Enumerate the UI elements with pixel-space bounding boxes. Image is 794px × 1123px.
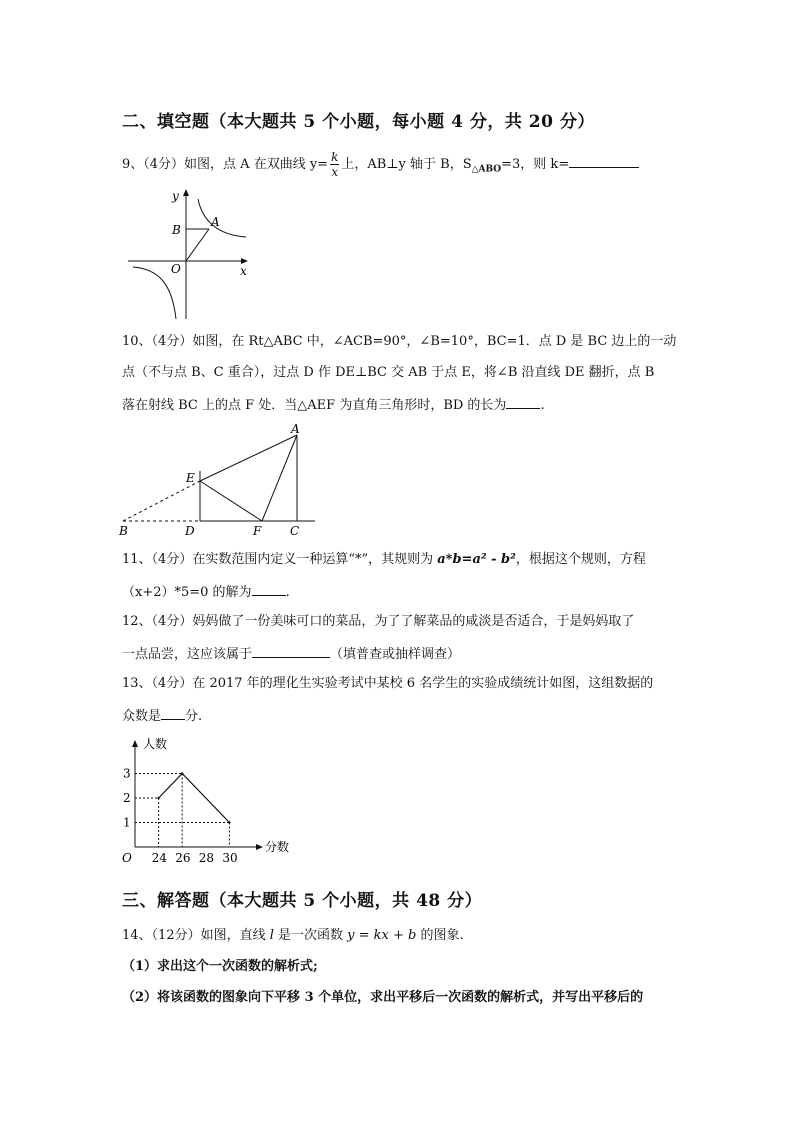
q9-prefix: 9、（4分）如图，点 A 在双曲线 y=: [122, 157, 329, 172]
question-9: [122, 150, 639, 179]
q14-line-1-a: 14、（12分）如图，直线: [122, 928, 270, 943]
q10-label-a: A: [291, 422, 300, 436]
q10-label-f: F: [253, 524, 262, 538]
chart-y-tick-label: 3: [123, 766, 131, 781]
q9-figure: [128, 185, 258, 325]
q10-figure: [117, 422, 327, 540]
chart-x-arrow: [256, 844, 263, 850]
chart-data-point: [181, 772, 183, 774]
q10-line-1: 10、（4分）如图，在 Rt△ABC 中，∠ACB=90°，∠B=10°，BC=1．点 D 是 BC 边上的一动: [122, 334, 677, 349]
section-title-answer: 三、解答题（本大题共 5 个小题，共 48 分）: [122, 891, 483, 911]
chart-y-arrow: [132, 740, 138, 747]
section-title-fill-in: 二、填空题（本大题共 5 个小题，每小题 4 分，共 20 分）: [122, 112, 595, 132]
q13-answer-blank[interactable]: [161, 707, 185, 720]
q9-label-x: x: [240, 264, 247, 278]
q11-answer-blank[interactable]: [252, 583, 286, 596]
q12-line-2-end: （填普查或抽样调查）: [330, 647, 461, 662]
q9-fraction: [330, 150, 339, 179]
q14-line-1-c: 的图象.: [416, 928, 464, 943]
q14-formula: y = kx + b: [347, 928, 417, 943]
chart-series-line: [159, 774, 230, 823]
q14-line-1: [122, 928, 464, 944]
q10-label-c: C: [290, 524, 300, 538]
q14-part-2: （2）将该函数的图象向下平移 3 个单位，求出平移后一次函数的解析式，并写出平移后的: [122, 990, 644, 1005]
q12-line-1: 12、（4分）妈妈做了一份美味可口的菜品，为了了解菜品的咸淡是否适合，于是妈妈取了: [122, 614, 635, 629]
q9-segment-oa: [186, 229, 209, 261]
q13-line-2: [122, 707, 202, 725]
q13-line-2-end: 分.: [185, 709, 203, 724]
chart-x-tick-label: 30: [222, 851, 238, 865]
q9-label-y: y: [172, 189, 179, 203]
chart-x-label: 分数: [265, 840, 290, 854]
q11-line-1: [122, 552, 646, 568]
q9-hyperbola-branch-1: [198, 199, 246, 237]
q10-answer-blank[interactable]: [506, 396, 540, 409]
q13-line-2-text: 众数是: [122, 709, 162, 724]
q9-label-a: A: [211, 215, 220, 229]
q10-line-3-end: .: [540, 398, 545, 413]
q11-line-2-text: （x+2）*5=0 的解为: [122, 585, 252, 600]
q10-label-e: E: [186, 471, 195, 485]
q11-line-1-a: 11、（4分）在实数范围内定义一种运算“*”，其规则为: [122, 552, 438, 567]
q9-hyperbola-branch-2: [133, 267, 176, 319]
q9-answer-blank[interactable]: [569, 155, 639, 168]
chart-x-tick-label: 28: [198, 851, 215, 865]
chart-y-tick-label: 2: [123, 791, 131, 805]
q14-part-1: （1）求出这个一次函数的解析式;: [122, 959, 318, 974]
q10-dashed-be: [123, 481, 200, 521]
chart-layer: [122, 736, 289, 865]
chart-x-tick-label: 24: [151, 851, 167, 865]
q9-label-o: O: [171, 262, 181, 276]
q10-segment-af: [262, 435, 297, 521]
q10-line-2: 点（不与点 B、C 重合），过点 D 作 DE⊥BC 交 AB 于点 E，将∠B 沿直线 DE 翻折，点 B: [122, 365, 655, 380]
q11-line-2: [122, 583, 290, 601]
q11-rule: a*b=a² - b²: [437, 552, 516, 567]
q9-y-arrow: [183, 189, 189, 196]
chart-y-label: 人数: [143, 737, 168, 751]
q14-line-1-b: 是一次函数: [273, 928, 348, 943]
q9-frac-num: k: [331, 150, 339, 164]
q9-subscript: △ABO: [471, 164, 502, 175]
q10-line-3: [122, 396, 545, 414]
q12-line-2: [122, 645, 460, 663]
chart-x-tick-label: 26: [175, 851, 191, 865]
q10-segment-ef: [200, 481, 262, 521]
chart-y-tick-label: 1: [123, 815, 131, 830]
q9-suffix: =3，则 k=: [501, 157, 570, 172]
q10-label-b: B: [119, 524, 128, 538]
q10-line-3-text: 落在射线 BC 上的点 F 处．当△AEF 为直角三角形时，BD 的长为: [122, 398, 507, 413]
q11-line-1-b: ，根据这个规则，方程: [515, 552, 646, 567]
q14-line-l: l: [269, 928, 274, 943]
q11-line-2-end: .: [285, 585, 290, 600]
q10-segment-ea: [200, 435, 297, 481]
q9-frac-den: x: [331, 165, 339, 179]
q9-mid: 上，AB⊥y 轴于 B，S: [341, 157, 472, 172]
q12-line-2-text: 一点品尝，这应该属于: [122, 647, 253, 662]
q10-label-d: D: [185, 524, 195, 538]
chart-origin-label: O: [122, 851, 132, 865]
chart-data-point: [157, 797, 159, 799]
chart-data-point: [228, 821, 230, 823]
q12-answer-blank[interactable]: [252, 645, 330, 658]
q9-label-b: B: [172, 223, 181, 237]
q13-line-1: 13、（4分）在 2017 年的理化生实验考试中某校 6 名学生的实验成绩统计如图，这组数据的: [122, 676, 654, 691]
q13-chart: [115, 733, 305, 868]
